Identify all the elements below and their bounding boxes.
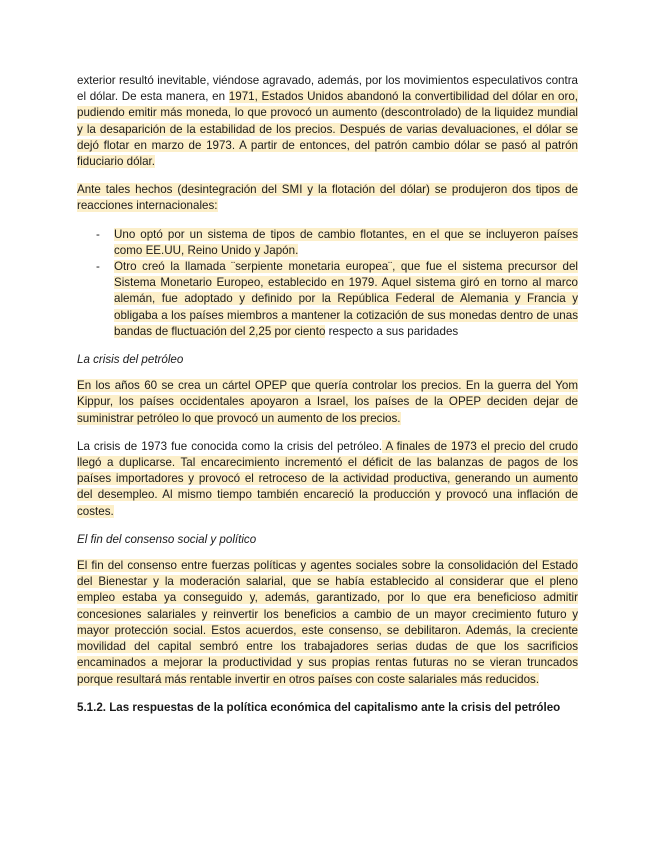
highlighted-text: En los años 60 se crea un cártel OPEP que quería controlar los precios. En la guerra del Yom Kippur, los países occidentales apoyaron a Israel, los países de la OPEP deciden dejar de suministrar petróleo lo que provocó un aumento de los precios. <box>77 379 578 425</box>
paragraph-dollar-convertibility <box>77 73 578 170</box>
dash-bullet-icon: - <box>96 260 100 274</box>
highlighted-text: 1971, Estados Unidos abandonó la convertibilidad del dólar en oro, pudiendo emitir más moneda, lo que provocó un aumento (descontrolado) de la liquidez mundial y la desaparición de la estabilidad de los precios. Después de varias devaluaciones, el dólar se dejó flotar en marzo de 1973. A partir de entonces, del patrón cambio dólar se pasó al patrón fiduciario dólar. <box>77 90 578 169</box>
highlighted-text: Ante tales hechos (desintegración del SMI y la flotación del dólar) se produjeron dos tipos de reacciones internacionales: <box>77 183 578 213</box>
highlighted-text: Uno optó por un sistema de tipos de cambio flotantes, en el que se incluyeron países como EE.UU, Reino Unido y Japón. <box>114 227 578 257</box>
list-item <box>77 259 578 340</box>
paragraph-opep <box>77 378 578 427</box>
paragraph-text: exterior resultó inevitable, viéndose agravado, además, por los movimientos especulativos contra el dólar. De esta manera, en <box>77 74 578 104</box>
highlighted-text: A finales de 1973 el precio del crudo llegó a duplicarse. Tal encarecimiento incrementó el déficit de las balanzas de pagos de los países importadores y provocó el retroceso de la actividad productiva, generando un aumento del desempleo. Al mismo tiempo también encareció la producción y provocó una inflación de costes. <box>77 439 578 518</box>
reactions-list <box>77 227 578 340</box>
paragraph-crisis-1973 <box>77 439 578 520</box>
highlighted-text: Otro creó la llamada ¨serpiente monetaria europea¨, que fue el sistema precursor del Sistema Monetario Europeo, establecido en 1979. Aquel sistema giró en torno al marco alemán, fue adoptado y definido por la República Federal de Alemania y Francia y obligaba a los países miembros a mantener la cotización de sus monedas dentro de unas bandas de fluctuación del 2,25 por ciento <box>114 260 578 338</box>
subheading-oil-crisis: La crisis del petróleo <box>77 353 184 367</box>
dash-bullet-icon: - <box>96 227 100 241</box>
paragraph-text: respecto a sus paridades <box>325 324 459 338</box>
section-heading: 5.1.2. Las respuestas de la política económica del capitalismo ante la crisis del petróleo <box>77 700 561 714</box>
subheading-end-of-consensus: El fin del consenso social y político <box>77 532 257 546</box>
paragraph-international-reactions <box>77 182 578 214</box>
list-item <box>77 227 578 259</box>
document-page <box>77 73 578 716</box>
paragraph-consensus <box>77 558 578 688</box>
highlighted-text: El fin del consenso entre fuerzas políticas y agentes sociales sobre la consolidación del Estado del Bienestar y la moderación salarial, que se había establecido al considerar que el pleno empleo estaba ya conseguido y, además, garantizado, por lo que era beneficioso admitir concesiones salariales y reinvertir los beneficios a cambio de un mayor crecimiento futuro y mayor protección social. Estos acuerdos, este consenso, se debilitaron. Además, la creciente movilidad del capital sembró entre los trabajadores serias dudas de que los sacrificios encaminados a mejorar la productividad y sus propias rentas futuras no se vieran truncados porque resultará más rentable invertir en otros países con coste salariales más reducidos. <box>77 559 578 686</box>
paragraph-text: La crisis de 1973 fue conocida como la crisis del petróleo. <box>77 439 383 453</box>
